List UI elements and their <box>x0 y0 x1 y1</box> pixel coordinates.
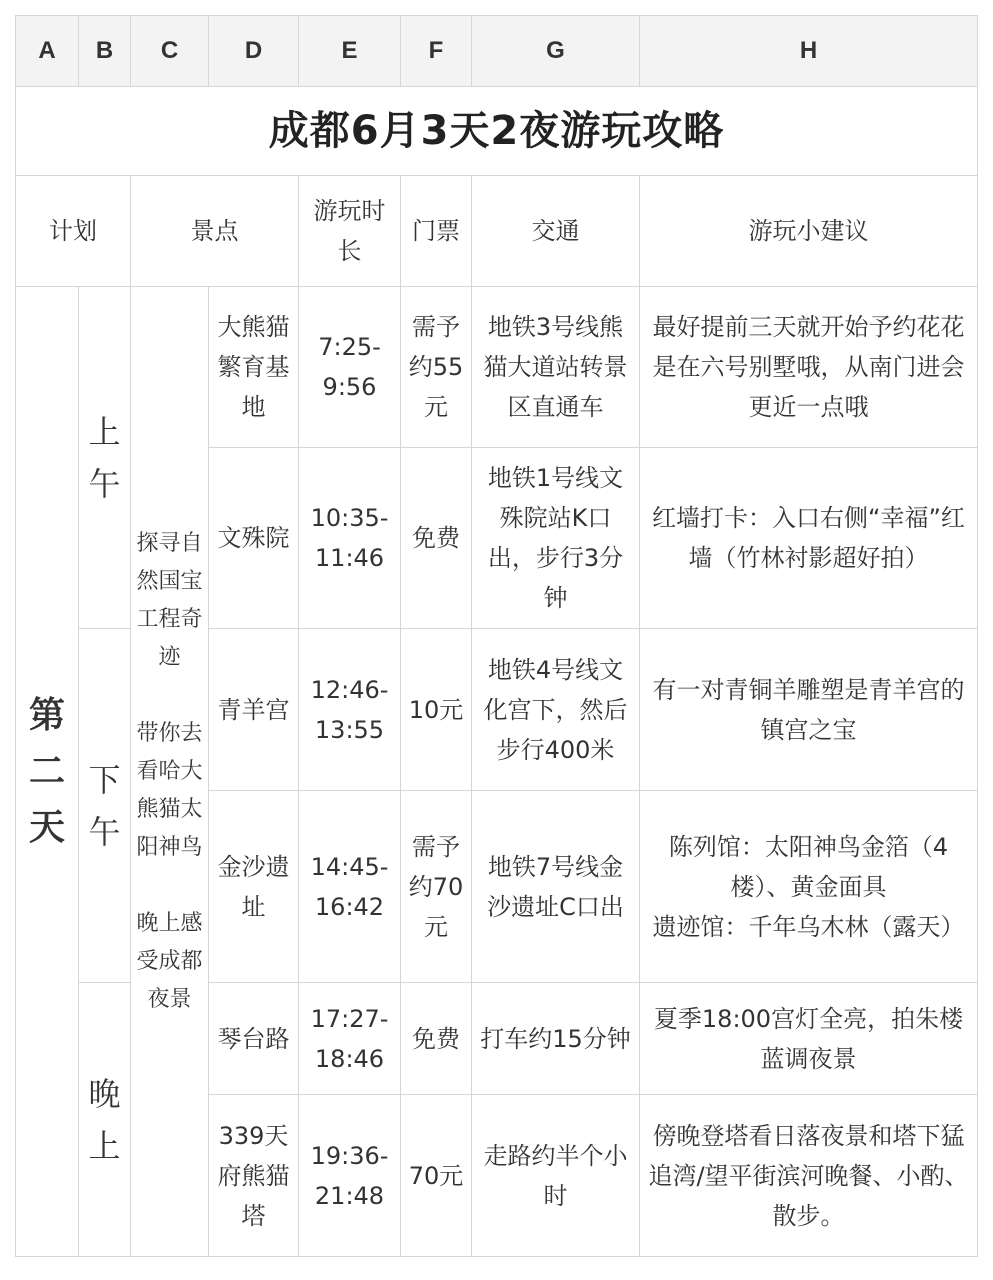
tip-cell: 傍晚登塔看日落夜景和塔下猛追湾/望平街滨河晚餐、小酌、散步。 <box>640 1095 978 1257</box>
period-evening: 晚上 <box>79 983 131 1257</box>
column-header-a[interactable]: A <box>16 16 79 87</box>
table-row <box>16 287 978 448</box>
transport-cell: 地铁7号线金沙遗址C口出 <box>472 791 640 983</box>
theme-line: 探寻自然国宝工程奇迹 <box>136 530 203 670</box>
header-ticket: 门票 <box>401 176 472 287</box>
column-header-h[interactable]: H <box>640 16 978 87</box>
transport-cell: 地铁3号线熊猫大道站转景区直通车 <box>472 287 640 448</box>
tip-cell: 最好提前三天就开始予约花花是在六号别墅哦，从南门进会更近一点哦 <box>640 287 978 448</box>
header-plan: 计划 <box>16 176 131 287</box>
ticket-cell: 需予约70元 <box>401 791 472 983</box>
spot-cell: 琴台路 <box>209 983 299 1095</box>
theme-line: 带你去看哈大熊猫太阳神鸟 <box>136 720 203 860</box>
header-tips: 游玩小建议 <box>640 176 978 287</box>
tip-cell <box>640 791 978 983</box>
time-cell: 7:25-9:56 <box>299 287 401 448</box>
ticket-cell: 免费 <box>401 448 472 629</box>
spot-cell: 339天府熊猫塔 <box>209 1095 299 1257</box>
period-afternoon: 下午 <box>79 629 131 983</box>
column-header-g[interactable]: G <box>472 16 640 87</box>
ticket-cell: 免费 <box>401 983 472 1095</box>
spot-cell: 金沙遗址 <box>209 791 299 983</box>
column-header-f[interactable]: F <box>401 16 472 87</box>
itinerary-sheet <box>15 15 978 1257</box>
time-cell: 14:45-16:42 <box>299 791 401 983</box>
day-label: 第二天 <box>16 287 79 1257</box>
header-spot: 景点 <box>131 176 299 287</box>
spot-cell: 大熊猫繁育基地 <box>209 287 299 448</box>
tip-cell: 夏季18:00宫灯全亮，拍朱楼蓝调夜景 <box>640 983 978 1095</box>
table-header-row <box>16 176 978 287</box>
period-morning: 上午 <box>79 287 131 629</box>
header-duration: 游玩时长 <box>299 176 401 287</box>
column-header-d[interactable]: D <box>209 16 299 87</box>
column-header-b[interactable]: B <box>79 16 131 87</box>
ticket-cell: 70元 <box>401 1095 472 1257</box>
column-header-row <box>16 16 978 87</box>
time-cell: 19:36-21:48 <box>299 1095 401 1257</box>
column-header-e[interactable]: E <box>299 16 401 87</box>
column-header-c[interactable]: C <box>131 16 209 87</box>
tip-cell: 红墙打卡：入口右侧“幸福”红墙（竹林衬影超好拍） <box>640 448 978 629</box>
title-row <box>16 87 978 176</box>
theme-cell <box>131 287 209 1257</box>
tip-line: 遗迹馆：千年乌木林（露天） <box>652 912 965 941</box>
time-cell: 10:35-11:46 <box>299 448 401 629</box>
ticket-cell: 10元 <box>401 629 472 791</box>
spot-cell: 文殊院 <box>209 448 299 629</box>
tip-cell: 有一对青铜羊雕塑是青羊宫的镇宫之宝 <box>640 629 978 791</box>
spot-cell: 青羊宫 <box>209 629 299 791</box>
time-cell: 12:46-13:55 <box>299 629 401 791</box>
page-title: 成都6月3天2夜游玩攻略 <box>16 87 978 176</box>
theme-line: 晚上感受成都夜景 <box>136 910 203 1012</box>
transport-cell: 打车约15分钟 <box>472 983 640 1095</box>
transport-cell: 走路约半个小时 <box>472 1095 640 1257</box>
ticket-cell: 需予约55元 <box>401 287 472 448</box>
tip-line: 陈列馆：太阳神鸟金箔（4楼）、黄金面具 <box>668 832 949 901</box>
header-transport: 交通 <box>472 176 640 287</box>
transport-cell: 地铁1号线文殊院站K口出，步行3分钟 <box>472 448 640 629</box>
transport-cell: 地铁4号线文化宫下，然后步行400米 <box>472 629 640 791</box>
time-cell: 17:27-18:46 <box>299 983 401 1095</box>
